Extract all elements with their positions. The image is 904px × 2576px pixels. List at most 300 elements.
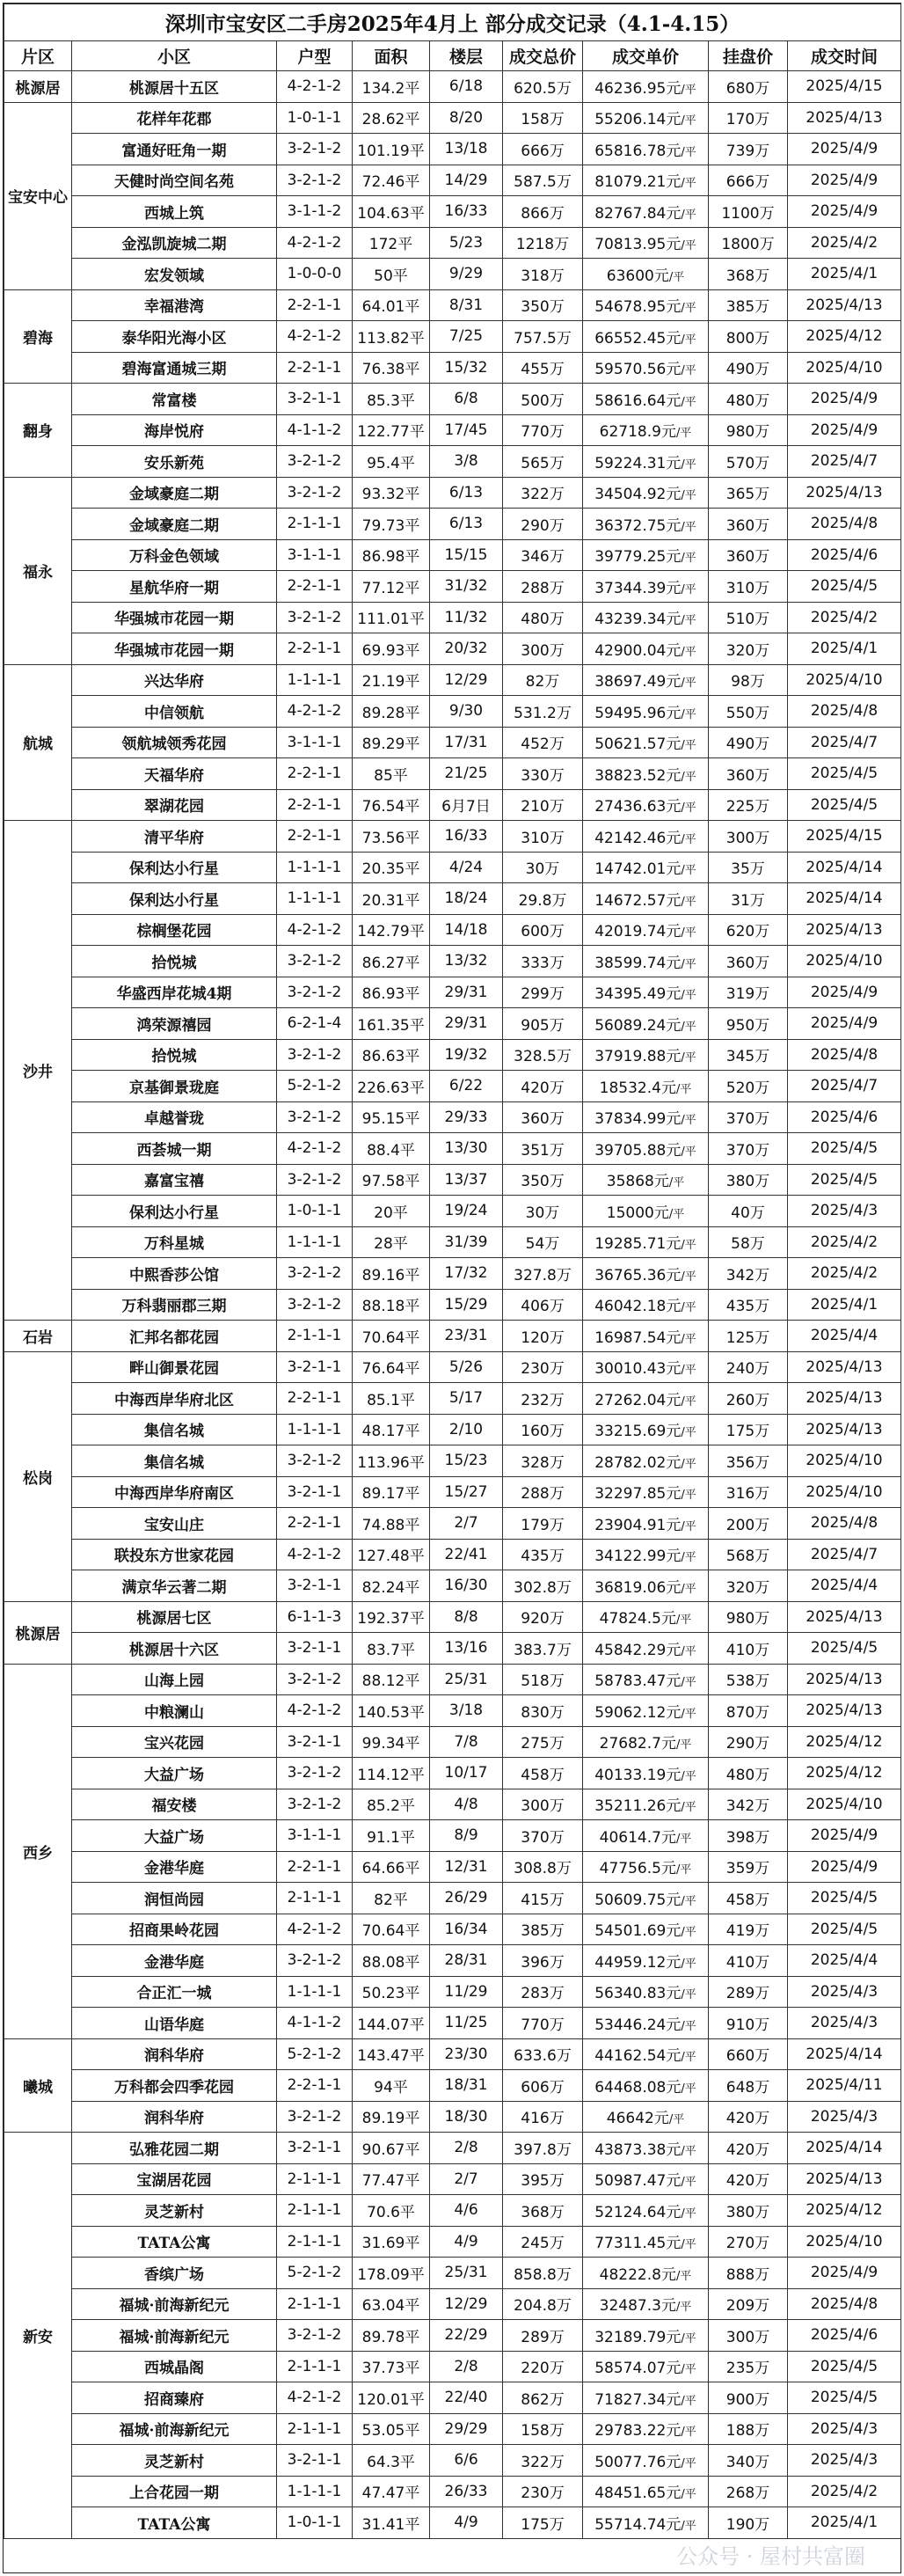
listing-price-cell: 520万 (709, 1071, 788, 1102)
unit-suffix: /平 (681, 1707, 696, 1721)
floor-cell: 17/32 (430, 1258, 503, 1290)
floor-cell: 6/18 (430, 71, 503, 103)
floor-cell: 11/32 (430, 602, 503, 633)
layout-cell: 3-2-1-2 (277, 2320, 353, 2352)
area-cell: 70.64平 (353, 1914, 430, 1945)
community-name: 灵芝新村 (72, 2445, 277, 2477)
unit-price-value: 48222.8元 (599, 2265, 676, 2284)
deal-date-cell: 2025/4/8 (788, 2288, 901, 2320)
layout-cell: 2-1-1-1 (277, 1321, 353, 1352)
unit-price-cell (583, 2195, 709, 2227)
listing-price-cell: 270万 (709, 2226, 788, 2258)
district-cell: 宝安中心 (4, 102, 72, 289)
area-cell: 73.56平 (353, 821, 430, 853)
floor-cell: 25/31 (430, 2258, 503, 2289)
unit-price-cell (583, 1196, 709, 1227)
total-price-cell: 232万 (503, 1383, 583, 1415)
listing-price-cell: 340万 (709, 2445, 788, 2477)
floor-cell: 22/29 (430, 2320, 503, 2352)
floor-cell: 17/45 (430, 414, 503, 446)
listing-price-cell: 35万 (709, 852, 788, 883)
table-row (4, 1664, 901, 1695)
unit-suffix: /平 (681, 770, 696, 784)
community-name: 万科都会四季花园 (72, 2070, 277, 2102)
community-name: 拾悦城 (72, 1039, 277, 1071)
community-name: 招商果岭花园 (72, 1914, 277, 1945)
community-name: 合正汇一城 (72, 1976, 277, 2008)
community-name: 福安楼 (72, 1789, 277, 1820)
total-price-cell: 175万 (503, 2507, 583, 2539)
unit-price-cell (583, 196, 709, 228)
community-name: 华强城市花园一期 (72, 633, 277, 665)
page-title: 深圳市宝安区二手房2025年4月上 部分成交记录（4.1-4.15） (4, 4, 901, 41)
total-price-cell: 318万 (503, 259, 583, 290)
deal-date-cell: 2025/4/10 (788, 1445, 901, 1477)
listing-price-cell: 342万 (709, 1789, 788, 1820)
deal-date-cell: 2025/4/14 (788, 883, 901, 915)
unit-suffix: /平 (681, 1239, 696, 1253)
layout-cell: 2-2-1-1 (277, 1383, 353, 1415)
layout-cell: 3-2-1-1 (277, 1726, 353, 1758)
listing-price-cell: 410万 (709, 1633, 788, 1665)
unit-suffix: /平 (681, 520, 696, 534)
table-row (4, 2351, 901, 2382)
layout-cell: 3-2-1-2 (277, 1789, 353, 1820)
district-cell: 福永 (4, 477, 72, 664)
area-cell: 28.62平 (353, 102, 430, 134)
listing-price-cell: 300万 (709, 2320, 788, 2352)
community-name: 山海上园 (72, 1664, 277, 1695)
floor-cell: 8/31 (430, 289, 503, 321)
layout-cell: 3-2-1-1 (277, 2445, 353, 2477)
total-price-cell: 458万 (503, 1758, 583, 1789)
unit-suffix: /平 (681, 1051, 696, 1065)
area-cell: 85.3平 (353, 384, 430, 415)
unit-price-cell (583, 2413, 709, 2445)
area-cell: 192.37平 (353, 1601, 430, 1633)
community-name: 西城晶阁 (72, 2351, 277, 2382)
column-header: 成交时间 (788, 41, 901, 71)
header-row (4, 41, 901, 71)
floor-cell: 17/31 (430, 727, 503, 758)
area-cell: 64.01平 (353, 289, 430, 321)
layout-cell: 3-1-1-2 (277, 196, 353, 228)
area-cell: 86.98平 (353, 539, 430, 571)
total-price-cell: 395万 (503, 2163, 583, 2195)
community-name: 天健时尚空间名苑 (72, 165, 277, 196)
community-name: 金港华庭 (72, 1945, 277, 1977)
floor-cell: 6/13 (430, 477, 503, 509)
listing-price-cell: 490万 (709, 352, 788, 384)
layout-cell: 4-2-1-2 (277, 321, 353, 353)
unit-price-cell (583, 1851, 709, 1883)
unit-price-value: 40614.7元 (599, 1828, 676, 1847)
unit-price-value: 56089.24元 (594, 1016, 682, 1035)
floor-cell: 2/7 (430, 1508, 503, 1540)
total-price-cell: 333万 (503, 946, 583, 977)
area-cell: 88.4平 (353, 1133, 430, 1165)
table-row (4, 2507, 901, 2539)
unit-price-cell (583, 1414, 709, 1445)
layout-cell: 4-2-1-2 (277, 227, 353, 259)
deal-date-cell: 2025/4/10 (788, 352, 901, 384)
deal-date-cell: 2025/4/10 (788, 1789, 901, 1820)
unit-price-value: 54501.69元 (594, 1922, 682, 1941)
total-price-cell: 204.8万 (503, 2288, 583, 2320)
unit-price-value: 53446.24元 (594, 2016, 682, 2034)
deal-date-cell: 2025/4/10 (788, 946, 901, 977)
total-price-cell: 620.5万 (503, 71, 583, 103)
unit-price-cell (583, 1008, 709, 1040)
table-row (4, 633, 901, 665)
unit-price-value: 44162.54元 (594, 2047, 682, 2066)
layout-cell: 3-2-1-2 (277, 1258, 353, 1290)
unit-price-cell (583, 134, 709, 165)
unit-price-value: 34122.99元 (594, 1548, 682, 1566)
total-price-cell: 300万 (503, 1789, 583, 1820)
deal-date-cell: 2025/4/12 (788, 1726, 901, 1758)
unit-suffix: /平 (681, 707, 696, 721)
listing-price-cell: 310万 (709, 571, 788, 603)
unit-price-value: 42019.74元 (594, 923, 682, 941)
table-row (4, 1914, 901, 1945)
unit-price-value: 42900.04元 (594, 641, 682, 660)
listing-price-cell: 289万 (709, 1976, 788, 2008)
total-price-cell: 531.2万 (503, 696, 583, 728)
total-price-cell: 385万 (503, 1914, 583, 1945)
deal-date-cell: 2025/4/14 (788, 2133, 901, 2164)
community-name: 华强城市花园一期 (72, 602, 277, 633)
deal-date-cell: 2025/4/5 (788, 1133, 901, 1165)
table-row (4, 1820, 901, 1852)
deal-date-cell: 2025/4/9 (788, 1820, 901, 1852)
layout-cell: 3-2-1-2 (277, 2101, 353, 2133)
table-row (4, 2445, 901, 2477)
area-cell: 89.78平 (353, 2320, 430, 2352)
layout-cell: 2-1-1-1 (277, 2351, 353, 2382)
unit-price-cell (583, 2226, 709, 2258)
unit-price-value: 63600元 (606, 267, 669, 285)
deal-date-cell: 2025/4/10 (788, 1476, 901, 1508)
unit-suffix: /平 (681, 989, 696, 1003)
listing-price-cell: 568万 (709, 1539, 788, 1570)
unit-price-value: 15000元 (606, 1204, 669, 1222)
table-row (4, 1476, 901, 1508)
layout-cell: 2-2-1-1 (277, 633, 353, 665)
deal-date-cell: 2025/4/1 (788, 1289, 901, 1321)
area-cell: 37.73平 (353, 2351, 430, 2382)
deal-date-cell: 2025/4/2 (788, 602, 901, 633)
floor-cell: 7/25 (430, 321, 503, 353)
listing-price-cell: 209万 (709, 2288, 788, 2320)
table-row (4, 289, 901, 321)
transaction-table (4, 4, 901, 2539)
layout-cell: 4-2-1-2 (277, 1695, 353, 1727)
area-cell: 95.4平 (353, 446, 430, 478)
total-price-cell: 396万 (503, 1945, 583, 1977)
community-name: 幸福港湾 (72, 289, 277, 321)
table-row (4, 2382, 901, 2414)
unit-price-cell (583, 758, 709, 790)
deal-date-cell: 2025/4/13 (788, 1695, 901, 1727)
unit-suffix: /平 (681, 1769, 696, 1783)
community-name: 润恒尚园 (72, 1883, 277, 1914)
layout-cell: 3-2-1-2 (277, 1664, 353, 1695)
record-sheet (3, 3, 901, 2573)
community-name: 福城·前海新纪元 (72, 2413, 277, 2445)
deal-date-cell: 2025/4/12 (788, 1758, 901, 1789)
community-name: 中熙香莎公馆 (72, 1258, 277, 1290)
unit-price-value: 59495.96元 (594, 704, 682, 722)
listing-price-cell: 360万 (709, 539, 788, 571)
listing-price-cell: 420万 (709, 2163, 788, 2195)
unit-suffix: /平 (668, 1207, 685, 1221)
unit-price-cell (583, 633, 709, 665)
community-name: 万科星城 (72, 1226, 277, 1258)
community-name: 润科华府 (72, 2101, 277, 2133)
layout-cell: 3-2-1-1 (277, 384, 353, 415)
unit-suffix: /平 (681, 364, 696, 378)
area-cell: 85.1平 (353, 1383, 430, 1415)
table-row (4, 2133, 901, 2164)
listing-price-cell: 980万 (709, 414, 788, 446)
area-cell: 94平 (353, 2070, 430, 2102)
unit-price-value: 58616.64元 (594, 392, 682, 410)
floor-cell: 13/32 (430, 946, 503, 977)
table-body (4, 71, 901, 2539)
unit-price-cell (583, 259, 709, 290)
layout-cell: 3-2-1-2 (277, 1758, 353, 1789)
deal-date-cell: 2025/4/13 (788, 289, 901, 321)
floor-cell: 9/29 (430, 259, 503, 290)
area-cell: 93.32平 (353, 477, 430, 509)
unit-price-value: 55714.74元 (594, 2515, 682, 2534)
listing-price-cell: 320万 (709, 633, 788, 665)
community-name: 金域豪庭二期 (72, 509, 277, 540)
unit-suffix: /平 (668, 270, 685, 284)
floor-cell: 15/32 (430, 352, 503, 384)
listing-price-cell: 365万 (709, 477, 788, 509)
table-row (4, 1633, 901, 1665)
community-name: 京基御景珑庭 (72, 1071, 277, 1102)
floor-cell: 22/40 (430, 2382, 503, 2414)
layout-cell: 4-1-1-2 (277, 2008, 353, 2039)
unit-suffix: /平 (681, 1332, 696, 1346)
deal-date-cell: 2025/4/2 (788, 227, 901, 259)
table-row (4, 1321, 901, 1352)
unit-suffix: /平 (681, 333, 696, 347)
community-name: 中粮澜山 (72, 1695, 277, 1727)
unit-price-value: 44959.12元 (594, 1953, 682, 1972)
layout-cell: 1-1-1-1 (277, 852, 353, 883)
table-row (4, 1601, 901, 1633)
deal-date-cell: 2025/4/5 (788, 571, 901, 603)
table-row (4, 821, 901, 853)
unit-suffix: /平 (681, 2331, 696, 2345)
unit-price-cell (583, 71, 709, 103)
unit-price-cell (583, 1226, 709, 1258)
listing-price-cell: 538万 (709, 1664, 788, 1695)
table-row (4, 2038, 901, 2070)
unit-price-cell (583, 1664, 709, 1695)
unit-price-value: 70813.95元 (594, 236, 682, 254)
deal-date-cell: 2025/4/13 (788, 1664, 901, 1695)
community-name: 富通好旺角一期 (72, 134, 277, 165)
unit-price-cell (583, 165, 709, 196)
listing-price-cell: 368万 (709, 259, 788, 290)
total-price-cell: 415万 (503, 1883, 583, 1914)
unit-price-value: 62718.9元 (599, 423, 676, 442)
floor-cell: 6月7日 (430, 789, 503, 821)
unit-price-value: 59224.31元 (594, 454, 682, 472)
area-cell: 53.05平 (353, 2413, 430, 2445)
unit-suffix: /平 (681, 614, 696, 628)
layout-cell: 3-1-1-1 (277, 727, 353, 758)
unit-suffix: /平 (681, 1364, 696, 1378)
unit-price-cell (583, 414, 709, 446)
area-cell: 120.01平 (353, 2382, 430, 2414)
layout-cell: 1-0-1-1 (277, 102, 353, 134)
table-row (4, 196, 901, 228)
unit-price-cell (583, 2038, 709, 2070)
unit-suffix: /平 (681, 552, 696, 566)
deal-date-cell: 2025/4/5 (788, 2351, 901, 2382)
total-price-cell: 518万 (503, 1664, 583, 1695)
community-name: 宏发领域 (72, 259, 277, 290)
unit-price-cell (583, 1633, 709, 1665)
unit-price-cell (583, 1258, 709, 1290)
community-name: 大益广场 (72, 1820, 277, 1852)
floor-cell: 6/6 (430, 2445, 503, 2477)
community-name: 拾悦城 (72, 946, 277, 977)
community-name: TATA公寓 (72, 2226, 277, 2258)
unit-price-value: 27262.04元 (594, 1391, 682, 1409)
community-name: 金港华庭 (72, 1851, 277, 1883)
unit-price-value: 46642元 (606, 2110, 669, 2128)
layout-cell: 2-2-1-1 (277, 352, 353, 384)
area-cell: 172平 (353, 227, 430, 259)
listing-price-cell: 320万 (709, 1570, 788, 1602)
unit-price-value: 47756.5元 (599, 1860, 676, 1878)
table-row (4, 384, 901, 415)
floor-cell: 8/8 (430, 1601, 503, 1633)
layout-cell: 1-1-1-1 (277, 1226, 353, 1258)
unit-suffix: /平 (681, 2394, 696, 2408)
community-name: 中海西岸华府北区 (72, 1383, 277, 1415)
unit-price-cell (583, 1039, 709, 1071)
community-name: 大益广场 (72, 1758, 277, 1789)
unit-price-cell (583, 821, 709, 853)
deal-date-cell: 2025/4/5 (788, 1914, 901, 1945)
community-name: 香缤广场 (72, 2258, 277, 2289)
community-name: TATA公寓 (72, 2507, 277, 2539)
total-price-cell: 210万 (503, 789, 583, 821)
deal-date-cell: 2025/4/9 (788, 1851, 901, 1883)
community-name: 清平华府 (72, 821, 277, 853)
area-cell: 20.31平 (353, 883, 430, 915)
community-name: 保利达小行星 (72, 852, 277, 883)
layout-cell: 3-1-1-1 (277, 539, 353, 571)
unit-suffix: /平 (681, 1676, 696, 1690)
area-cell: 70.64平 (353, 1321, 430, 1352)
deal-date-cell: 2025/4/9 (788, 414, 901, 446)
layout-cell: 2-1-1-1 (277, 509, 353, 540)
floor-cell: 6/22 (430, 1071, 503, 1102)
listing-price-cell: 888万 (709, 2258, 788, 2289)
unit-price-value: 45842.29元 (594, 1641, 682, 1659)
layout-cell: 2-2-1-1 (277, 789, 353, 821)
table-row (4, 1071, 901, 1102)
area-cell: 113.82平 (353, 321, 430, 353)
layout-cell: 1-1-1-1 (277, 664, 353, 696)
floor-cell: 18/30 (430, 2101, 503, 2133)
floor-cell: 29/31 (430, 1008, 503, 1040)
unit-price-cell (583, 1601, 709, 1633)
area-cell: 86.93平 (353, 977, 430, 1008)
area-cell: 113.96平 (353, 1445, 430, 1477)
listing-price-cell: 570万 (709, 446, 788, 478)
deal-date-cell: 2025/4/7 (788, 1071, 901, 1102)
listing-price-cell: 910万 (709, 2008, 788, 2039)
unit-price-cell (583, 509, 709, 540)
floor-cell: 26/29 (430, 1883, 503, 1914)
unit-price-cell (583, 2351, 709, 2382)
floor-cell: 16/33 (430, 821, 503, 853)
listing-price-cell: 240万 (709, 1351, 788, 1383)
floor-cell: 19/32 (430, 1039, 503, 1071)
total-price-cell: 383.7万 (503, 1633, 583, 1665)
layout-cell: 2-2-1-1 (277, 821, 353, 853)
floor-cell: 14/29 (430, 165, 503, 196)
deal-date-cell: 2025/4/13 (788, 914, 901, 946)
unit-price-cell (583, 2008, 709, 2039)
area-cell: 64.66平 (353, 1851, 430, 1883)
unit-price-cell (583, 696, 709, 728)
table-row (4, 352, 901, 384)
listing-price-cell: 290万 (709, 1726, 788, 1758)
area-cell: 28平 (353, 1226, 430, 1258)
unit-price-cell (583, 1508, 709, 1540)
unit-price-cell (583, 602, 709, 633)
unit-price-cell (583, 2476, 709, 2507)
table-row (4, 321, 901, 353)
unit-price-cell (583, 1445, 709, 1477)
area-cell: 82平 (353, 1883, 430, 1914)
community-name: 上合花园一期 (72, 2476, 277, 2507)
community-name: 花样年花郡 (72, 102, 277, 134)
community-name: 安乐新苑 (72, 446, 277, 478)
floor-cell: 28/31 (430, 1945, 503, 1977)
area-cell: 178.09平 (353, 2258, 430, 2289)
unit-price-cell (583, 852, 709, 883)
table-row (4, 1539, 901, 1570)
layout-cell: 3-2-1-2 (277, 165, 353, 196)
floor-cell: 15/27 (430, 1476, 503, 1508)
unit-price-value: 43873.38元 (594, 2141, 682, 2159)
community-name: 卓越誉珑 (72, 1101, 277, 1133)
total-price-cell: 770万 (503, 414, 583, 446)
total-price-cell: 587.5万 (503, 165, 583, 196)
area-cell: 86.27平 (353, 946, 430, 977)
community-name: 山语华庭 (72, 2008, 277, 2039)
layout-cell: 3-2-1-2 (277, 1101, 353, 1133)
layout-cell: 3-2-1-2 (277, 602, 353, 633)
layout-cell: 3-2-1-1 (277, 1476, 353, 1508)
total-price-cell: 1218万 (503, 227, 583, 259)
listing-price-cell: 125万 (709, 1321, 788, 1352)
unit-price-cell (583, 1289, 709, 1321)
layout-cell: 3-2-1-2 (277, 1164, 353, 1196)
